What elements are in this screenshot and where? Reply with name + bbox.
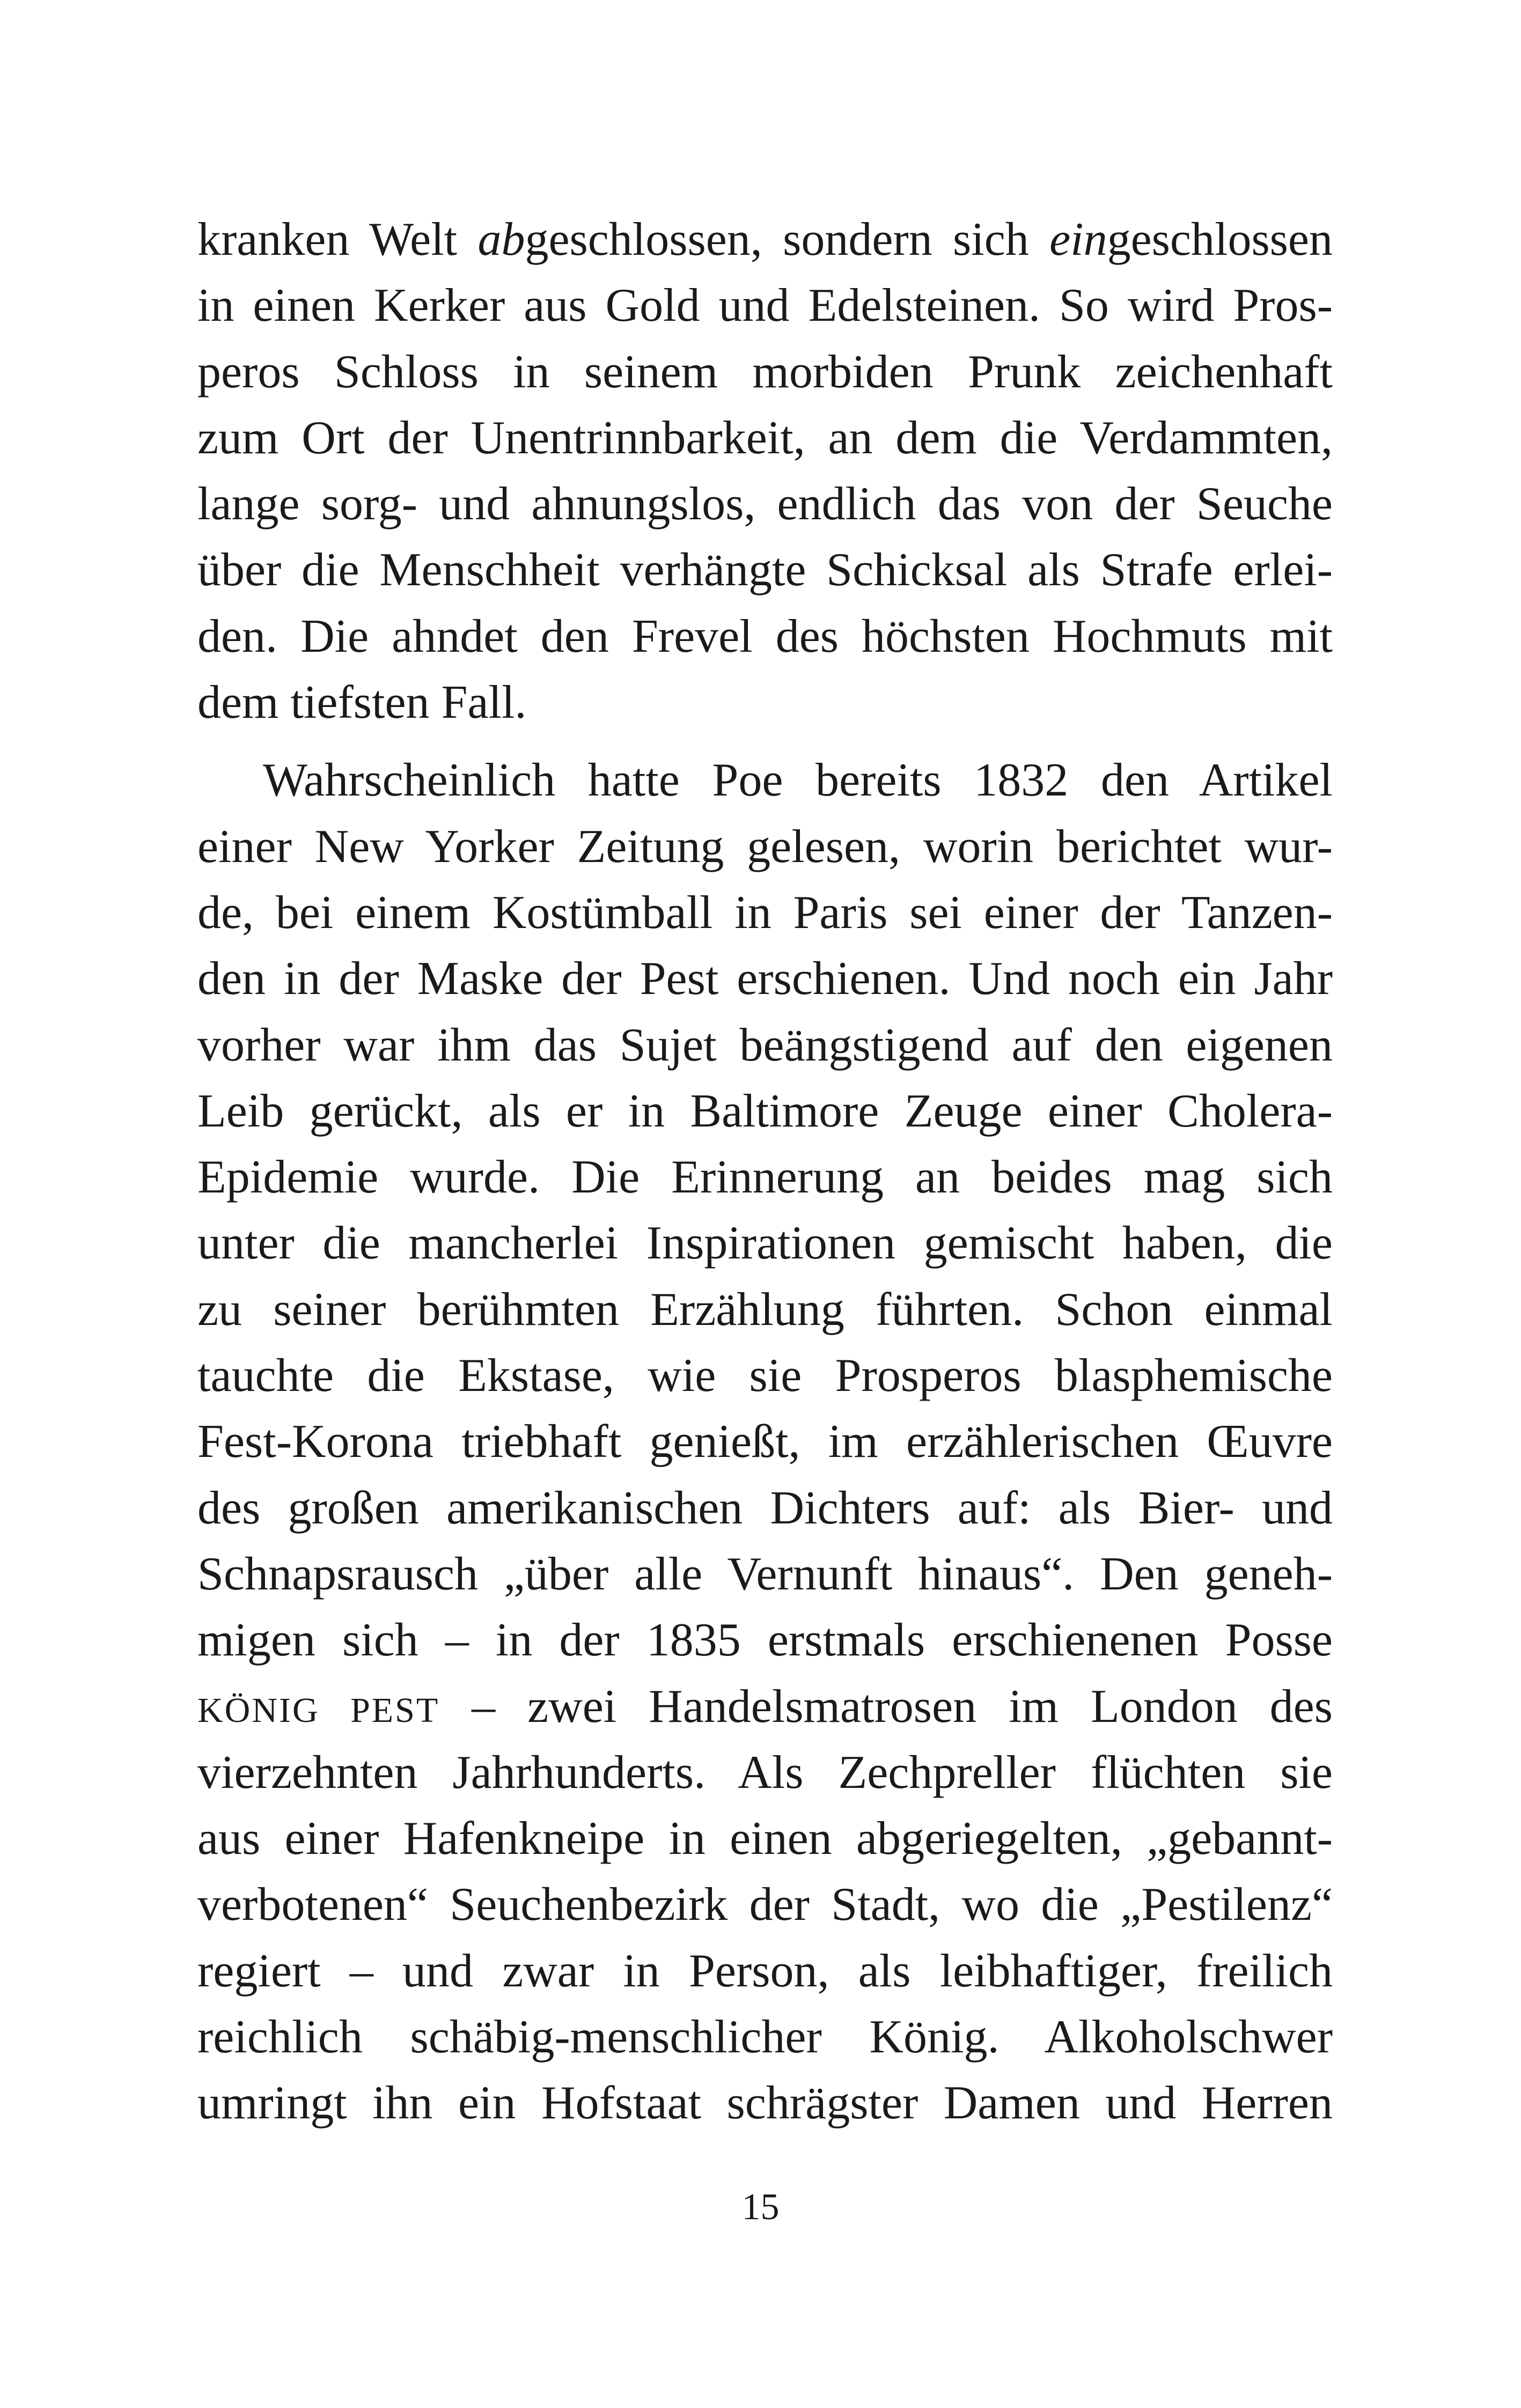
text-line: des großen amerikanischen Dichters auf: als Bier- und — [197, 1482, 1333, 1534]
text-line: verbotenen“ Seuchenbezirk der Stadt, wo die „Pestilenz“ — [197, 1879, 1333, 1931]
text-line: Fest-Korona triebhaft genießt, im erzählerischen Œuvre — [197, 1416, 1333, 1468]
text-line: Schnapsrausch „über alle Vernunft hinaus“. Den geneh- — [197, 1548, 1333, 1600]
text-line: einer New Yorker Zeitung gelesen, worin berichtet wur- — [197, 820, 1333, 873]
text-line: umringt ihn ein Hofstaat schrägster Damen und Herren — [197, 2077, 1333, 2130]
text-line: unter die mancherlei Inspirationen gemischt haben, die — [197, 1217, 1333, 1270]
text-line: über die Menschheit verhängte Schicksal als Strafe erlei- — [197, 544, 1333, 597]
page-number: 15 — [741, 2186, 780, 2228]
small-caps-title: KÖNIG PEST — [197, 1690, 440, 1730]
text-line: regiert – und zwar in Person, als leibhaftiger, freilich — [197, 1945, 1333, 1997]
text-line: lange sorg- und ahnungslos, endlich das von der Seuche — [197, 478, 1333, 531]
text-line: migen sich – in der 1835 erstmals erschienenen Posse — [197, 1614, 1333, 1667]
text-line: vierzehnten Jahrhunderts. Als Zechpreller flüchten sie — [197, 1746, 1333, 1799]
paragraph-gap — [197, 735, 1333, 747]
text-line: de, bei einem Kostümball in Paris sei einer der Tanzen- — [197, 886, 1333, 939]
text-line: reichlich schäbig-menschlicher König. Alkoholschwer — [197, 2011, 1333, 2064]
text-line: Epidemie wurde. Die Erinnerung an beides mag sich — [197, 1151, 1333, 1204]
text-line: KÖNIG PEST – zwei Handelsmatrosen im London des — [197, 1680, 1333, 1733]
text-line: kranken Welt abgeschlossen, sondern sich eingeschlossen — [197, 213, 1333, 266]
text-line: den in der Maske der Pest erschienen. Und noch ein Jahr — [197, 953, 1333, 1005]
text-line: den. Die ahndet den Frevel des höchsten Hochmuts mit — [197, 610, 1333, 662]
text-line: aus einer Hafenkneipe in einen abgeriegelten, „gebannt- — [197, 1813, 1333, 1865]
text-line: tauchte die Ekstase, wie sie Prosperos blasphemische — [197, 1350, 1333, 1402]
body-text — [197, 207, 1333, 2137]
text-line: dem tiefsten Fall. — [197, 676, 527, 729]
text-line: Leib gerückt, als er in Baltimore Zeuge einer Cholera- — [197, 1085, 1333, 1137]
text-line: in einen Kerker aus Gold und Edelsteinen. So wird Pros- — [197, 279, 1333, 332]
text-line: zu seiner berühmten Erzählung führten. Schon einmal — [197, 1283, 1333, 1336]
text-line: Wahrscheinlich hatte Poe bereits 1832 den Artikel — [263, 754, 1333, 807]
text-line: peros Schloss in seinem morbiden Prunk zeichenhaft — [197, 345, 1333, 398]
text-line: vorher war ihm das Sujet beängstigend auf den eigenen — [197, 1019, 1333, 1071]
text-line: zum Ort der Unentrinnbarkeit, an dem die Verdammten, — [197, 411, 1333, 464]
